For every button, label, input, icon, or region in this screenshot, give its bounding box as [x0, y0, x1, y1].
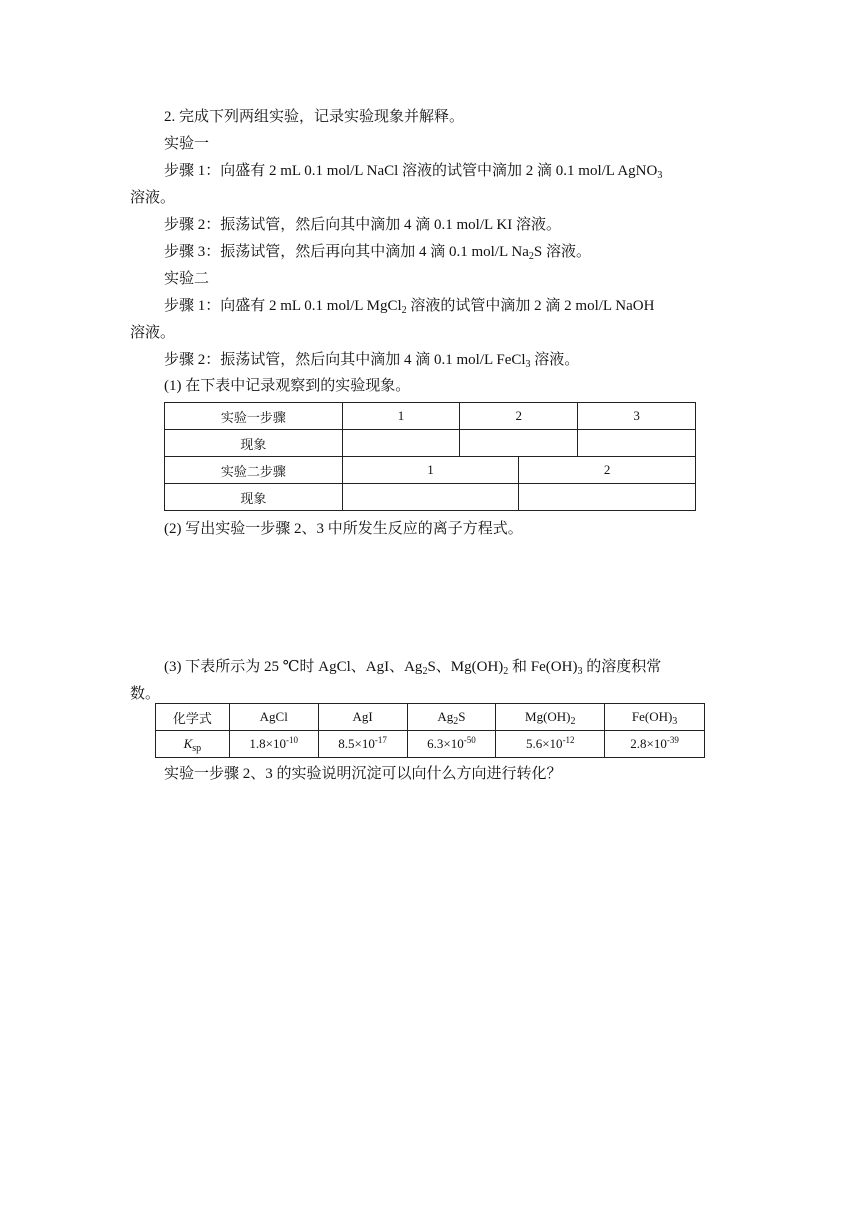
formula-cell: AgCl: [229, 704, 318, 731]
observation-table: [164, 402, 696, 511]
table-cell: 2: [460, 403, 578, 430]
ksp-value-cell: $2.8\times 10^{-39}$: [605, 731, 705, 758]
ksp-table: [155, 703, 705, 758]
formula-cell: $Fe(OH)_3$: [605, 704, 705, 731]
experiment-2-step-1: 步骤 1：向盛有 2 mL 0.1 mol/L MgCl$_2$ 溶液的试管中滴加 2 滴 2 mol/L NaOH 溶液。: [130, 298, 655, 341]
table-cell: 现象: [165, 484, 343, 511]
formula-cell: $Mg(OH)_2$: [496, 704, 605, 731]
ksp-value-cell: $1.8\times 10^{-10}$: [229, 731, 318, 758]
answer-cell: [342, 430, 460, 457]
answer-cell: [460, 430, 578, 457]
table-row: [165, 484, 696, 511]
table-cell: 实验二步骤: [165, 457, 343, 484]
experiment-1-title: 实验一: [164, 136, 210, 152]
experiment-1-step-3: 步骤 3：振荡试管，然后再向其中滴加 4 滴 0.1 mol/L $Na_2S$ 溶液。: [164, 244, 591, 262]
sub-question-1: (1) 在下表中记录观察到的实验现象。: [164, 378, 411, 394]
experiment-1-step-2: 步骤 2：振荡试管，然后向其中滴加 4 滴 0.1 mol/L KI 溶液。: [164, 217, 561, 233]
table-row: [165, 430, 696, 457]
experiment-2-title: 实验二: [164, 271, 210, 287]
answer-cell: [578, 430, 696, 457]
ksp-value-cell: $8.5\times 10^{-17}$: [318, 731, 407, 758]
formula-cell: AgI: [318, 704, 407, 731]
ksp-value-cell: $5.6\times 10^{-12}$: [496, 731, 605, 758]
sub-question-3: (3) 下表所示为 25 ℃时 AgCl、AgI、$Ag_2S$、$Mg(OH)_2$ 和 $Fe(OH)_3$ 的溶度积常 数。: [130, 659, 662, 702]
ksp-value-cell: $6.3\times 10^{-50}$: [407, 731, 496, 758]
table-cell: 1: [342, 403, 460, 430]
table-cell: 现象: [165, 430, 343, 457]
sub-question-2: (2) 写出实验一步骤 2、3 中所发生反应的离子方程式。: [164, 521, 523, 537]
question-2-intro: 2. 完成下列两组实验，记录实验现象并解释。: [164, 109, 465, 125]
answer-cell: [519, 484, 696, 511]
formula-cell: $Ag_2S$: [407, 704, 496, 731]
table-row: [156, 704, 705, 731]
table-row: [165, 457, 696, 484]
conversion-question: 实验一步骤 2、3 的实验说明沉淀可以向什么方向进行转化？: [164, 766, 562, 782]
table-cell: 2: [519, 457, 696, 484]
table-cell: 3: [578, 403, 696, 430]
table-cell: 1: [342, 457, 519, 484]
answer-cell: [342, 484, 519, 511]
table-row: [156, 731, 705, 758]
table-cell: 实验一步骤: [165, 403, 343, 430]
table-cell: $K_{sp}$: [156, 731, 230, 758]
experiment-2-step-2: 步骤 2：振荡试管，然后向其中滴加 4 滴 0.1 mol/L FeCl$_3$ 溶液。: [164, 352, 580, 370]
experiment-1-step-1: 步骤 1：向盛有 2 mL 0.1 mol/L NaCl 溶液的试管中滴加 2 滴 0.1 mol/L AgNO$_3$ 溶液。: [130, 163, 663, 206]
table-row: [165, 403, 696, 430]
table-cell: 化学式: [156, 704, 230, 731]
